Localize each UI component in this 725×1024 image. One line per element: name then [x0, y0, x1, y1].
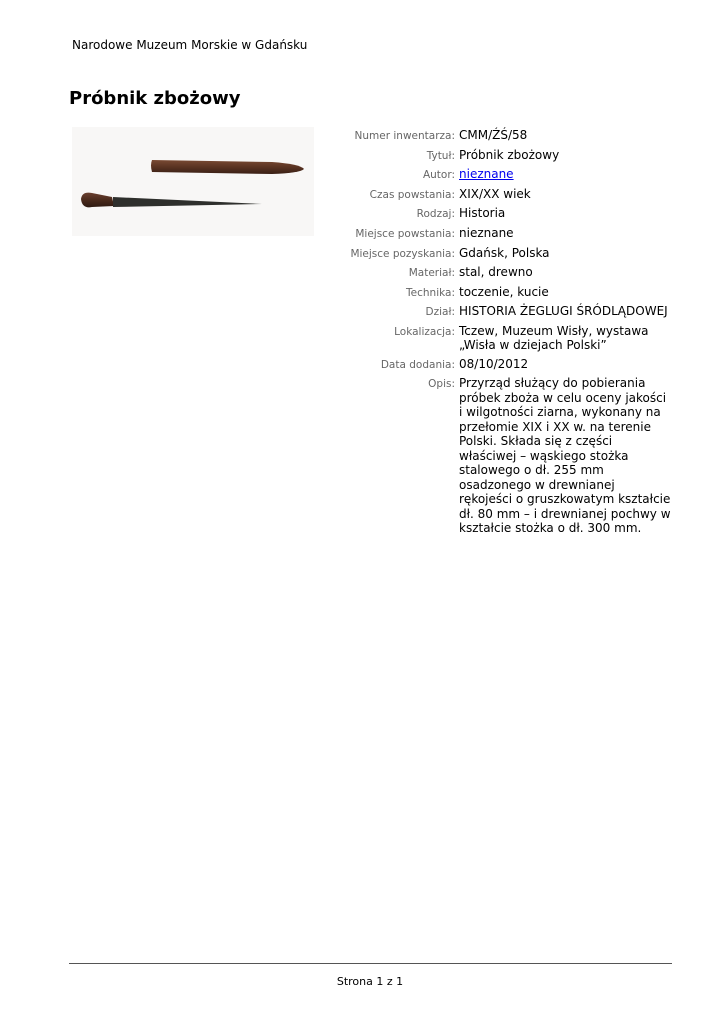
metadata-table: [340, 128, 680, 539]
meta-row-author: [340, 167, 680, 183]
wooden-sheath: [151, 160, 304, 174]
meta-row-period: [340, 187, 680, 203]
meta-label: Materiał:: [408, 267, 455, 280]
meta-row-origin: [340, 226, 680, 242]
meta-value: [459, 167, 671, 182]
meta-value: CMM/ŹŚ/58: [459, 128, 528, 142]
meta-label: Miejsce powstania:: [355, 227, 455, 240]
meta-label: Miejsce pozyskania:: [350, 247, 455, 260]
meta-row-description: [340, 376, 680, 536]
grain-sampler-photo: [72, 127, 314, 236]
meta-label: Numer inwentarza:: [354, 130, 455, 142]
meta-value: Tczew, Muzeum Wisły, wystawa „Wisła w dziejach Polski”: [459, 323, 649, 353]
meta-row-title: [340, 148, 680, 164]
institution-name: Narodowe Muzeum Morskie w Gdańsku: [72, 38, 308, 52]
footer-divider: [69, 963, 672, 964]
meta-value: XIX/XX wiek: [459, 186, 531, 201]
meta-label: Opis:: [428, 378, 455, 391]
meta-label: Rodzaj:: [416, 208, 455, 221]
page-title: Próbnik zbożowy: [69, 88, 241, 109]
meta-label: Autor:: [422, 169, 455, 182]
meta-label: Lokalizacja:: [394, 325, 455, 338]
meta-value: stal, drewno: [459, 265, 533, 280]
meta-label: Dział:: [425, 306, 455, 319]
meta-row-department: [340, 304, 680, 320]
meta-value: 08/10/2012: [459, 356, 529, 371]
meta-row-technique: [340, 285, 680, 301]
meta-row-date-added: [340, 357, 680, 373]
meta-row-acquisition: [340, 246, 680, 262]
meta-value: Historia: [459, 206, 506, 221]
meta-row-inventory: [340, 128, 680, 144]
page-number: Strona 1 z 1: [336, 975, 404, 988]
author-link[interactable]: nieznane: [459, 167, 514, 182]
meta-value: Gdańsk, Polska: [459, 245, 550, 260]
object-photo: [72, 127, 314, 236]
meta-value: nieznane: [459, 225, 514, 240]
meta-label: Technika:: [406, 286, 455, 299]
meta-label: Tytuł:: [426, 149, 455, 162]
steel-cone: [113, 197, 262, 207]
meta-row-type: [340, 206, 680, 222]
meta-value: Próbnik zbożowy: [459, 147, 560, 162]
pear-shaped-handle: [81, 193, 114, 208]
meta-label: Czas powstania:: [369, 188, 455, 201]
meta-row-location: [340, 324, 680, 353]
meta-value: HISTORIA ŻEGLUGI ŚRÓDLĄDOWEJ: [459, 304, 668, 319]
meta-row-material: [340, 265, 680, 281]
meta-value: toczenie, kucie: [459, 284, 549, 299]
meta-label: Data dodania:: [380, 358, 455, 371]
meta-value: Przyrząd służący do pobierania próbek zboża w celu oceny jakości i wilgotności ziarna, wykonany na przełomie XIX i XX w. na terenie Polski. Składa się z części właściwej – wąskiego stożka stalowego o dł. 255 mm osadzonego w drewnianej rękojeści o gruszkowatym kształcie dł. 80 mm – i drewnianej pochwy w kształcie stożka o dł. 300 mm.: [459, 376, 671, 536]
